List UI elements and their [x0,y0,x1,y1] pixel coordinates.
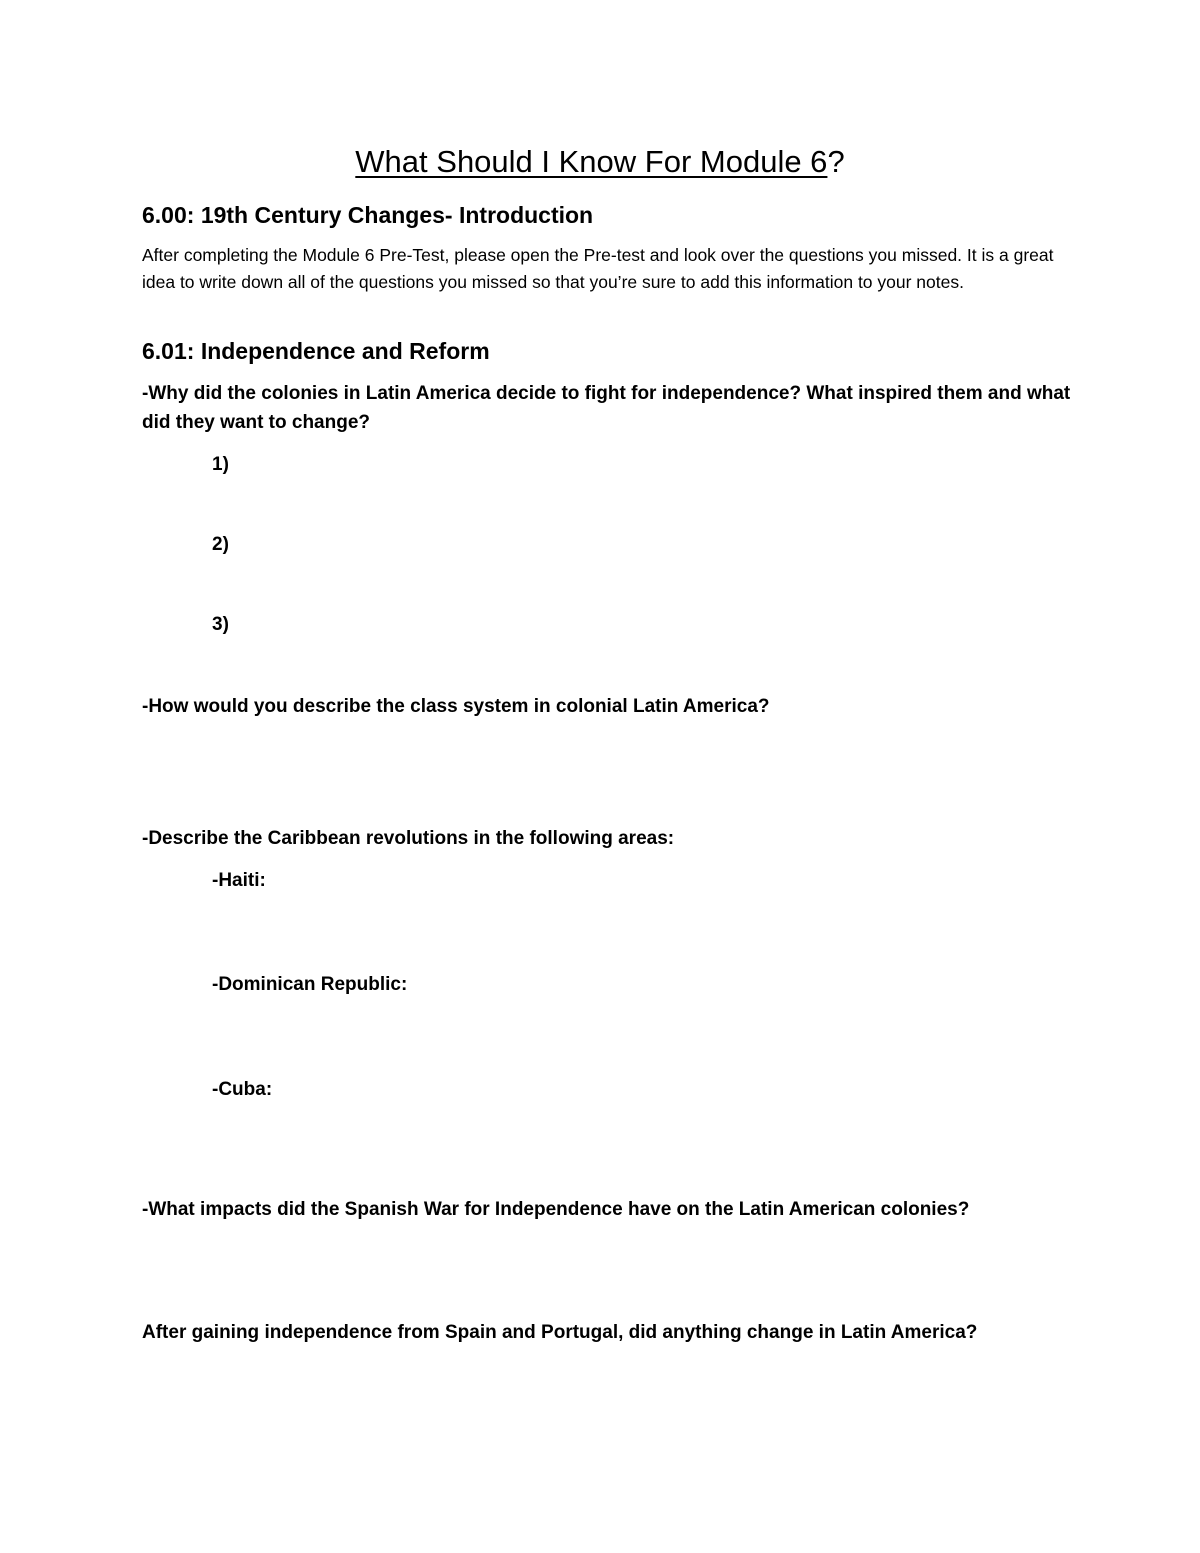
numbered-item-1: 1) [212,454,229,475]
intro-paragraph: After completing the Module 6 Pre-Test, please open the Pre-test and look over the questions you missed. It is a great idea to write down all of the questions you missed so that you’re sure to add this information to your notes. [142,245,1054,292]
title-suffix: ? [827,144,845,179]
section-heading-intro: 6.00: 19th Century Changes- Introduction [142,202,594,228]
question-caribbean: -Describe the Caribbean revolutions in the following areas: [142,828,675,849]
question-class-system: -How would you describe the class system in colonial Latin America? [142,696,770,717]
section-heading-independence: 6.01: Independence and Reform [142,338,490,364]
numbered-item-3: 3) [212,614,229,635]
title-main: What Should I Know For Module 6 [355,144,828,179]
question-independence: -Why did the colonies in Latin America decide to fight for independence? What inspired them and what did they want to change? [142,383,1071,433]
area-dominican-republic: -Dominican Republic: [212,974,408,995]
page-title [0,142,1200,182]
area-cuba: -Cuba: [212,1079,273,1100]
numbered-item-2: 2) [212,534,229,555]
question-spanish-war: -What impacts did the Spanish War for Independence have on the Latin American colonies? [142,1199,970,1220]
question-after-independence: After gaining independence from Spain and Portugal, did anything change in Latin America? [142,1322,978,1343]
area-haiti: -Haiti: [212,870,266,891]
